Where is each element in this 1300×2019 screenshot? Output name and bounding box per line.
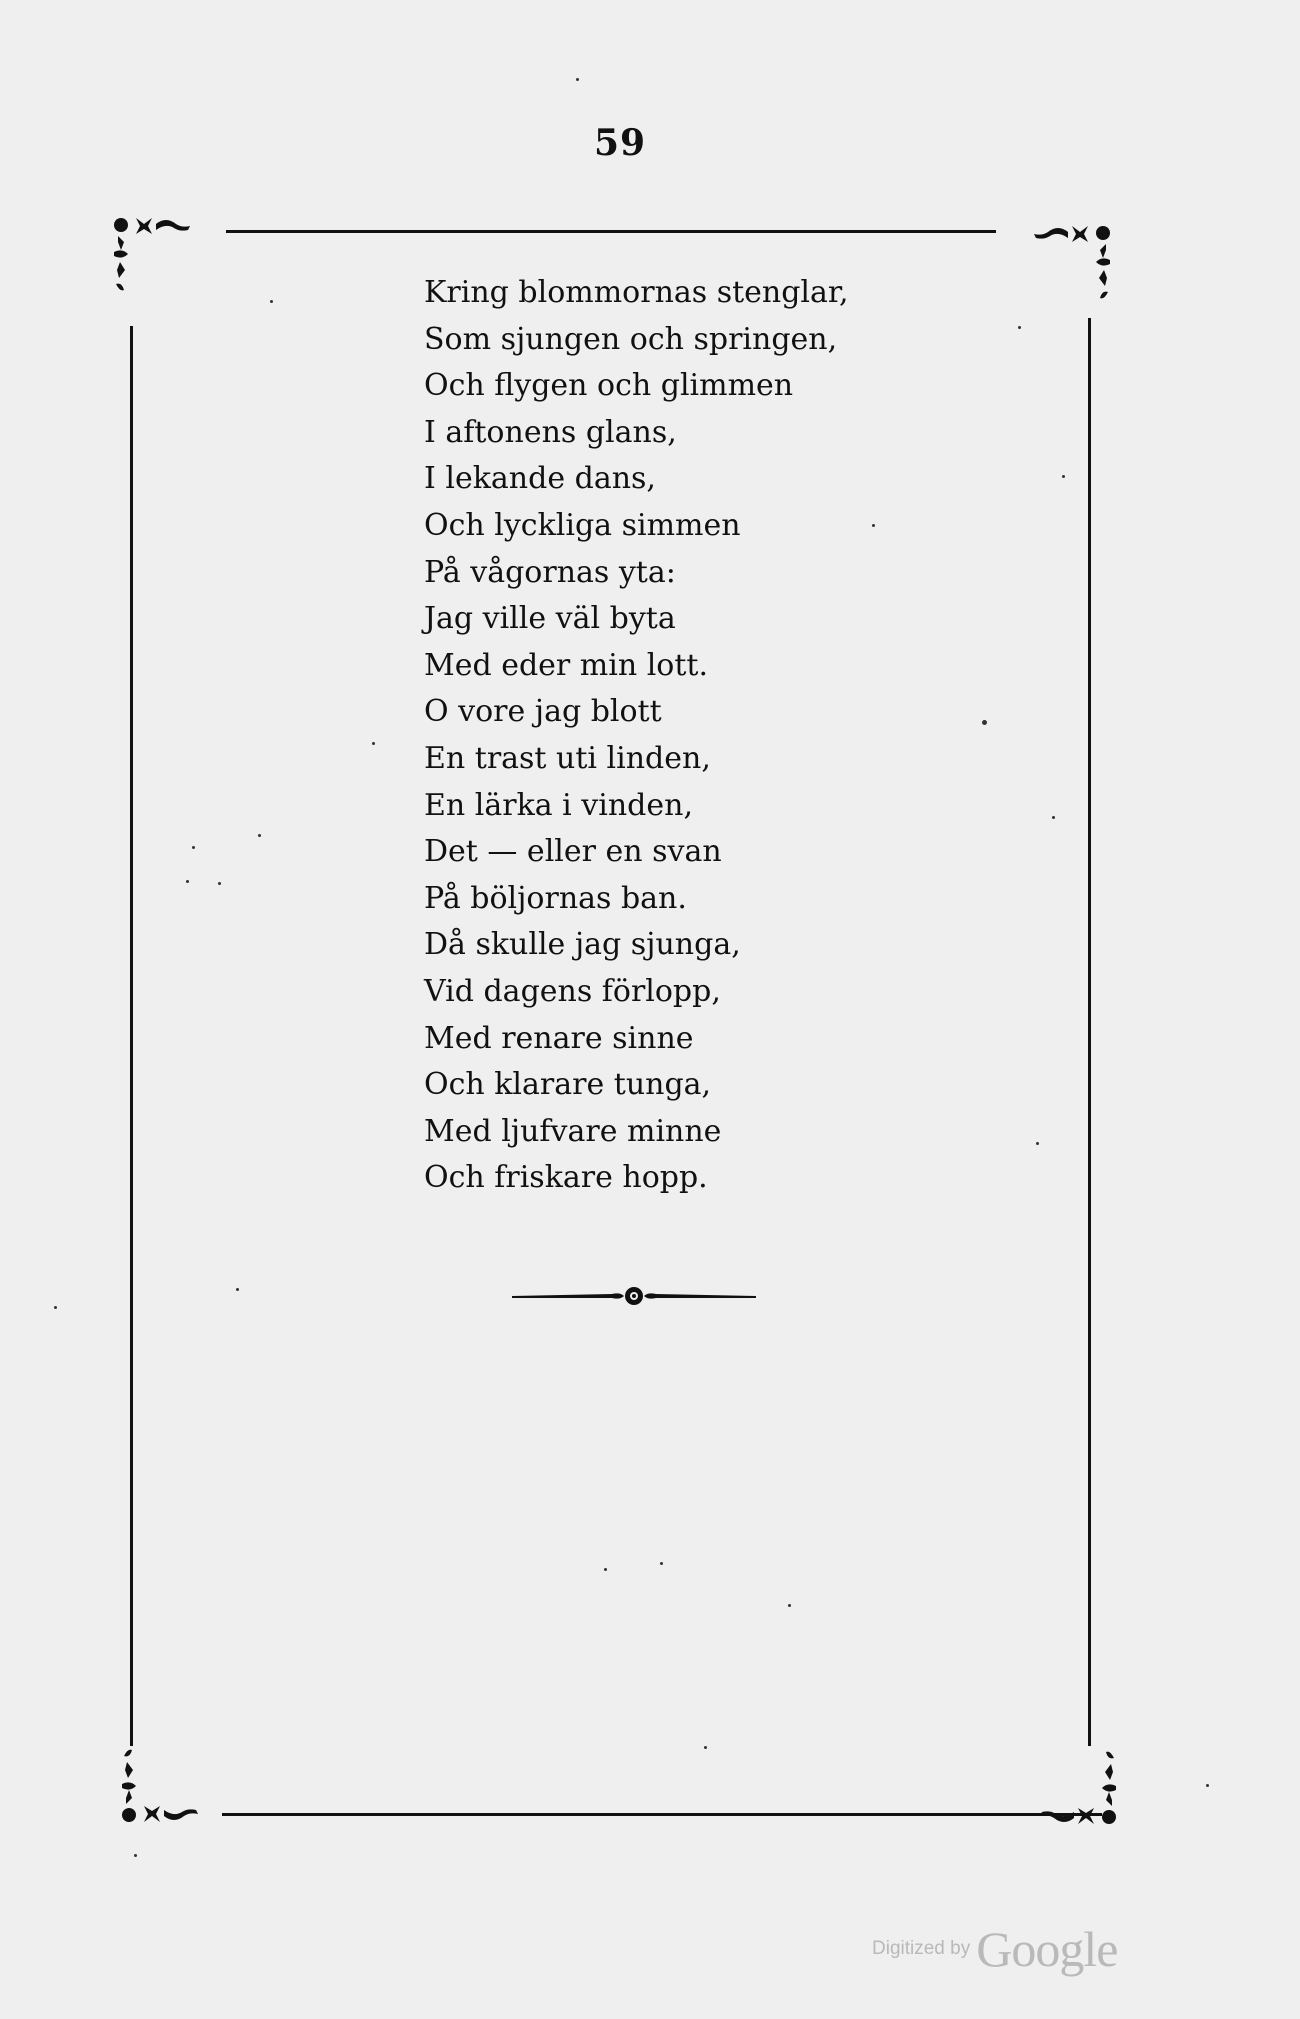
poem-line: O vore jag blott: [424, 694, 662, 730]
floral-corner-icon: [116, 1730, 226, 1840]
poem-line: På vågornas yta:: [424, 554, 676, 590]
scan-speck: [218, 882, 221, 885]
floral-corner-icon: [1012, 1732, 1122, 1842]
scan-speck: [576, 78, 579, 81]
scan-speck: [872, 524, 875, 527]
poem-line: Med ljufvare minne: [424, 1113, 722, 1149]
scan-speck: [236, 1288, 239, 1291]
digitized-by-watermark: [872, 1920, 1117, 1978]
scan-speck: [258, 834, 261, 837]
poem-line: Kring blommornas stenglar,: [424, 275, 849, 310]
poem-line: I lekande dans,: [424, 461, 656, 497]
poem-line: Då skulle jag sjunga,: [424, 927, 741, 963]
poem-line: Jag ville väl byta: [424, 601, 676, 637]
frame-bottom-rule: [222, 1813, 1102, 1816]
scan-speck: [788, 1604, 791, 1607]
poem-line: Med renare sinne: [424, 1020, 694, 1056]
scan-speck: [270, 300, 273, 303]
poem-line: En lärka i vinden,: [424, 787, 693, 823]
poem-line: Som sjungen och springen,: [424, 321, 838, 357]
scan-speck: [1062, 475, 1065, 478]
scan-speck: [1036, 1142, 1039, 1145]
poem-line: I aftonens glans,: [424, 414, 677, 450]
scan-speck: [1018, 326, 1021, 329]
floral-corner-icon: [1006, 208, 1116, 318]
poem-line: Och klarare tunga,: [424, 1067, 712, 1103]
poem-line: Vid dagens förlopp,: [424, 973, 721, 1009]
scan-speck: [704, 1746, 707, 1749]
frame-right-rule: [1088, 318, 1091, 1746]
scan-speck: [1206, 1784, 1209, 1787]
poem-line: På böljornas ban.: [424, 880, 687, 916]
poem: [424, 270, 849, 1202]
scan-speck: [372, 742, 375, 745]
poem-line: Det — eller en svan: [424, 834, 722, 870]
poem-line: En trast uti linden,: [424, 740, 711, 776]
page-number: 59: [593, 122, 647, 164]
scan-speck: [1052, 816, 1055, 819]
scan-speck: [604, 1568, 607, 1571]
poem-line: Och friskare hopp.: [424, 1160, 708, 1196]
poem-line: Och lyckliga simmen: [424, 507, 741, 543]
floral-corner-icon: [108, 200, 218, 310]
scan-speck: [982, 720, 987, 725]
scan-speck: [660, 1562, 663, 1565]
frame-left-rule: [130, 326, 133, 1746]
poem-line: Och flygen och glimmen: [424, 368, 794, 404]
tail-ornament-icon: [512, 1282, 756, 1312]
watermark-prefix: Digitized by: [872, 1938, 971, 1959]
scan-speck: [134, 1854, 137, 1857]
frame-top-rule: [226, 230, 996, 233]
watermark-brand: Google: [976, 1921, 1118, 1977]
scan-speck: [192, 846, 195, 849]
scan-speck: [54, 1306, 57, 1309]
poem-line: Med eder min lott.: [424, 647, 709, 683]
scan-speck: [186, 880, 189, 883]
